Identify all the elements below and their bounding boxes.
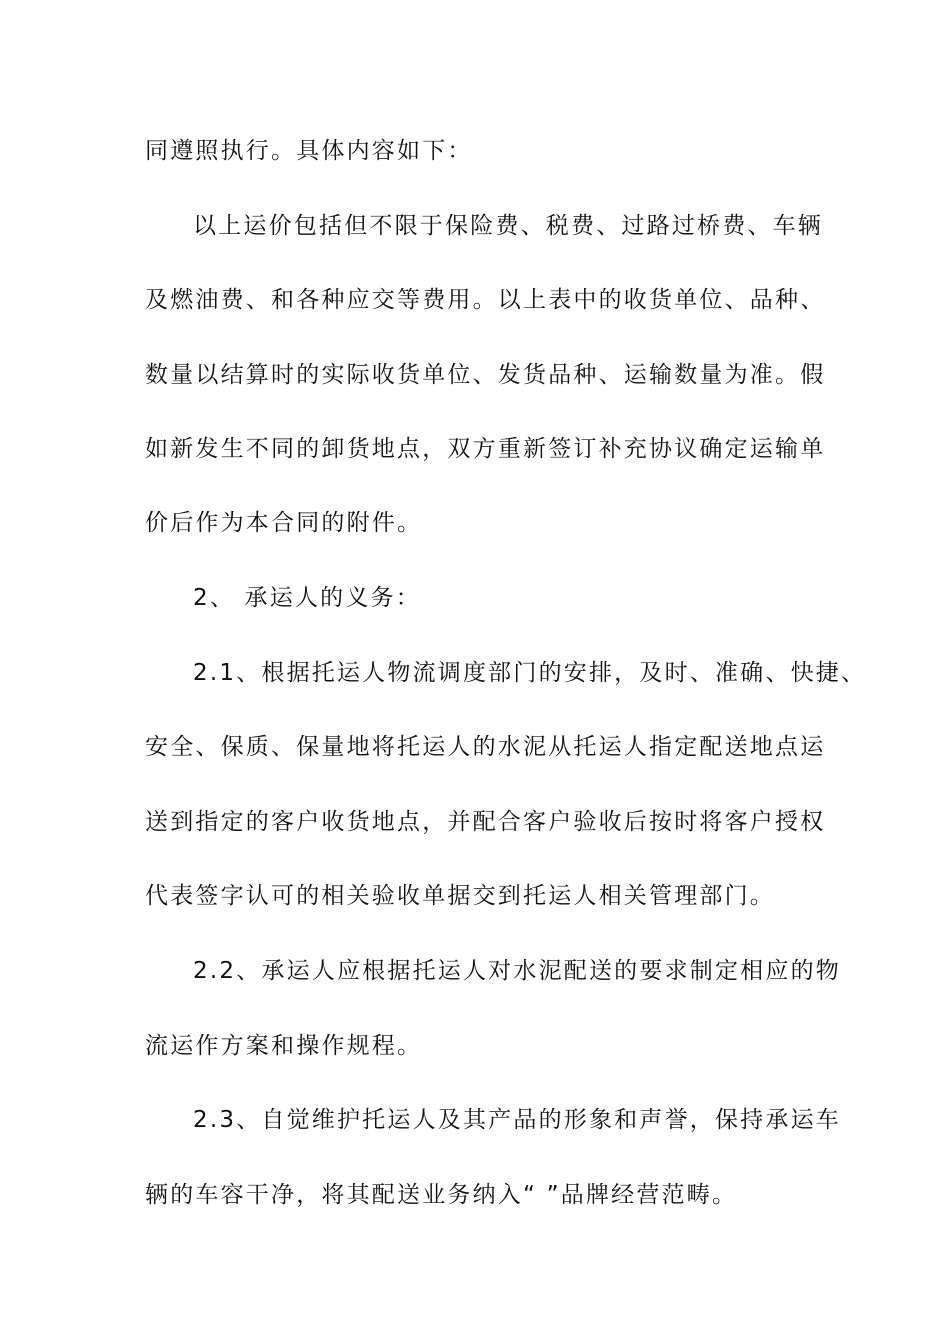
clause-line: 2.2、承运人应根据托运人对水泥配送的要求制定相应的物 [193, 958, 841, 984]
text-line: 同遵照执行。具体内容如下： [145, 138, 473, 164]
clause-line: 2.3、自觉维护托运人及其产品的形象和声誉，保持承运车 [193, 1107, 841, 1133]
clause-line: 2.1、根据托运人物流调度部门的安排，及时、准确、快捷、 [193, 660, 867, 686]
paragraph-line: 价后作为本合同的附件。 [145, 510, 423, 536]
clause-line: 代表签字认可的相关验收单据交到托运人相关管理部门。 [145, 883, 775, 909]
paragraph-line: 及燃油费、和各种应交等费用。以上表中的收货单位、品种、 [145, 287, 826, 313]
paragraph-line: 数量以结算时的实际收货单位、发货品种、运输数量为准。假 [145, 362, 826, 388]
clause-line: 送到指定的客户收货地点，并配合客户验收后按时将客户授权 [145, 809, 826, 835]
clause-line: 辆的车容干净，将其配送业务纳入“ ”品牌经营范畴。 [145, 1182, 738, 1208]
paragraph-line: 以上运价包括但不限于保险费、税费、过路过桥费、车辆 [193, 213, 823, 239]
clause-line: 流运作方案和操作规程。 [145, 1033, 423, 1059]
paragraph-line: 如新发生不同的卸货地点，双方重新签订补充协议确定运输单 [145, 436, 826, 462]
section-heading: 2、 承运人的义务： [193, 585, 421, 611]
clause-line: 安全、保质、保量地将托运人的水泥从托运人指定配送地点运 [145, 734, 826, 760]
